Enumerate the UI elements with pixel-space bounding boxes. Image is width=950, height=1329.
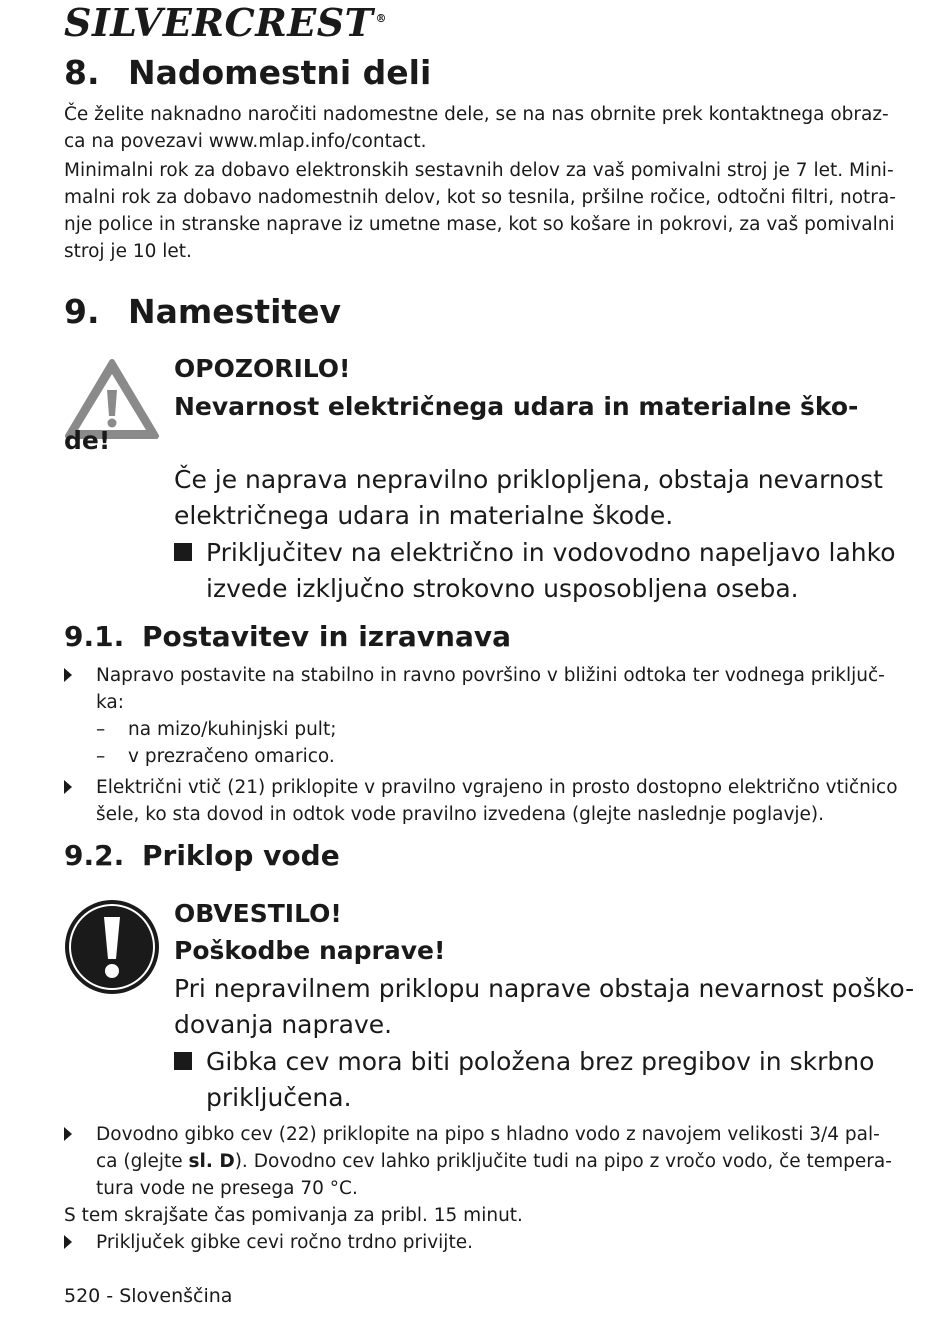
warning-heading-continued: de! <box>64 426 111 455</box>
text-fragment: ca (glejte <box>96 1151 189 1172</box>
text-line: Priključek gibke cevi ročno trdno privijte. <box>96 1232 473 1253</box>
text-line: stroj je 10 let. <box>64 241 192 262</box>
section-9-heading <box>64 293 341 331</box>
notice-text <box>174 971 915 1043</box>
section-9-1-list <box>64 662 904 828</box>
section-number: 9. <box>64 292 100 331</box>
text-line: Priključitev na električno in vodovodno napeljavo lahko <box>206 538 896 567</box>
warning-text <box>174 462 894 534</box>
text-line: Če je naprava nepravilno priklopljena, obstaja nevarnost <box>174 465 883 494</box>
dash-marker: – <box>96 719 106 740</box>
list-item <box>64 1121 904 1202</box>
text-line: Napravo postavite na stabilno in ravno površino v bližini odtoka ter vodnega priključ- <box>96 665 885 686</box>
text-line: ka: <box>96 692 124 713</box>
section-title: Priklop vode <box>142 839 340 872</box>
square-bullet-icon <box>174 543 192 561</box>
dash-item <box>96 716 904 743</box>
page-footer: 520 - Slovenščina <box>64 1285 233 1307</box>
section-number: 9.2. <box>64 839 125 872</box>
text-line <box>96 1148 892 1175</box>
warning-bullet <box>174 535 894 607</box>
square-bullet-icon <box>174 1052 192 1070</box>
section-8-paragraph-2 <box>64 157 896 265</box>
exclamation-circle-icon <box>64 899 160 995</box>
list-item <box>64 662 904 716</box>
section-8-heading <box>64 54 431 92</box>
text-line: Električni vtič (21) priklopite v pravilno vgrajeno in prosto dostopno električno vtičnico <box>96 777 898 798</box>
arrow-bullet-icon <box>64 780 72 794</box>
text-fragment: ). Dovodno cev lahko priključite tudi na pipo z vročo vodo, če tempera- <box>234 1151 892 1172</box>
text-line: Minimalni rok za dobavo elektronskih sestavnih delov za vaš pomivalni stroj je 7 let. Mini- <box>64 160 894 181</box>
arrow-bullet-icon <box>64 1127 72 1141</box>
brand-name: SILVERCREST <box>64 0 374 45</box>
text-line: priključena. <box>206 1083 352 1112</box>
text-line: Dovodno gibko cev (22) priklopite na pipo s hladno vodo z navojem velikosti 3/4 pal- <box>96 1124 880 1145</box>
section-8-paragraph-1 <box>64 101 889 155</box>
notice-label: OBVESTILO! <box>174 899 342 928</box>
text-line: v prezračeno omarico. <box>128 746 335 767</box>
list-item <box>64 1229 904 1256</box>
text-line: na mizo/kuhinjski pult; <box>128 719 337 740</box>
text-line: nje police in stranske naprave iz umetne mase, kot so košare in pokrovi, za vaš pomivalni <box>64 214 895 235</box>
section-number: 9.1. <box>64 620 125 653</box>
text-line: Gibka cev mora biti položena brez pregibov in skrbno <box>206 1047 875 1076</box>
notice-bullet <box>174 1044 894 1116</box>
text-line: dovanja naprave. <box>174 1010 393 1039</box>
dash-item <box>96 743 904 770</box>
text-line: malni rok za dobavo nadomestnih delov, kot so tesnila, pršilne ročice, odtočni filtri, notra- <box>64 187 896 208</box>
text-line: ca na povezavi www.mlap.info/contact. <box>64 131 427 152</box>
text-line: šele, ko sta dovod in odtok vode pravilno izvedena (glejte naslednje poglavje). <box>96 804 825 825</box>
warning-heading: Nevarnost električnega udara in materialne ško- <box>174 392 859 421</box>
text-line: električnega udara in materialne škode. <box>174 501 674 530</box>
notice-heading: Poškodbe naprave! <box>174 936 446 965</box>
text-line: Pri nepravilnem priklopu naprave obstaja nevarnost poško- <box>174 974 915 1003</box>
warning-label: OPOZORILO! <box>174 354 351 383</box>
arrow-bullet-icon <box>64 668 72 682</box>
section-9-2-list <box>64 1121 904 1256</box>
figure-reference: sl. D <box>188 1151 235 1172</box>
text-line: Če želite naknadno naročiti nadomestne dele, se na nas obrnite prek kontaktnega obraz- <box>64 104 889 125</box>
section-title: Postavitev in izravnava <box>142 620 512 653</box>
dash-marker: – <box>96 746 106 767</box>
plain-paragraph: S tem skrajšate čas pomivanja za pribl. 15 minut. <box>64 1205 523 1226</box>
list-item <box>64 774 904 828</box>
section-title: Nadomestni deli <box>128 53 432 92</box>
arrow-bullet-icon <box>64 1235 72 1249</box>
section-number: 8. <box>64 53 100 92</box>
section-9-2-heading <box>64 840 340 872</box>
registered-mark: ® <box>375 12 387 26</box>
section-9-1-heading <box>64 621 511 653</box>
text-line: izvede izključno strokovno usposobljena oseba. <box>206 574 799 603</box>
text-line: tura vode ne presega 70 °C. <box>96 1178 358 1199</box>
brand-logo <box>64 2 387 44</box>
section-title: Namestitev <box>128 292 342 331</box>
